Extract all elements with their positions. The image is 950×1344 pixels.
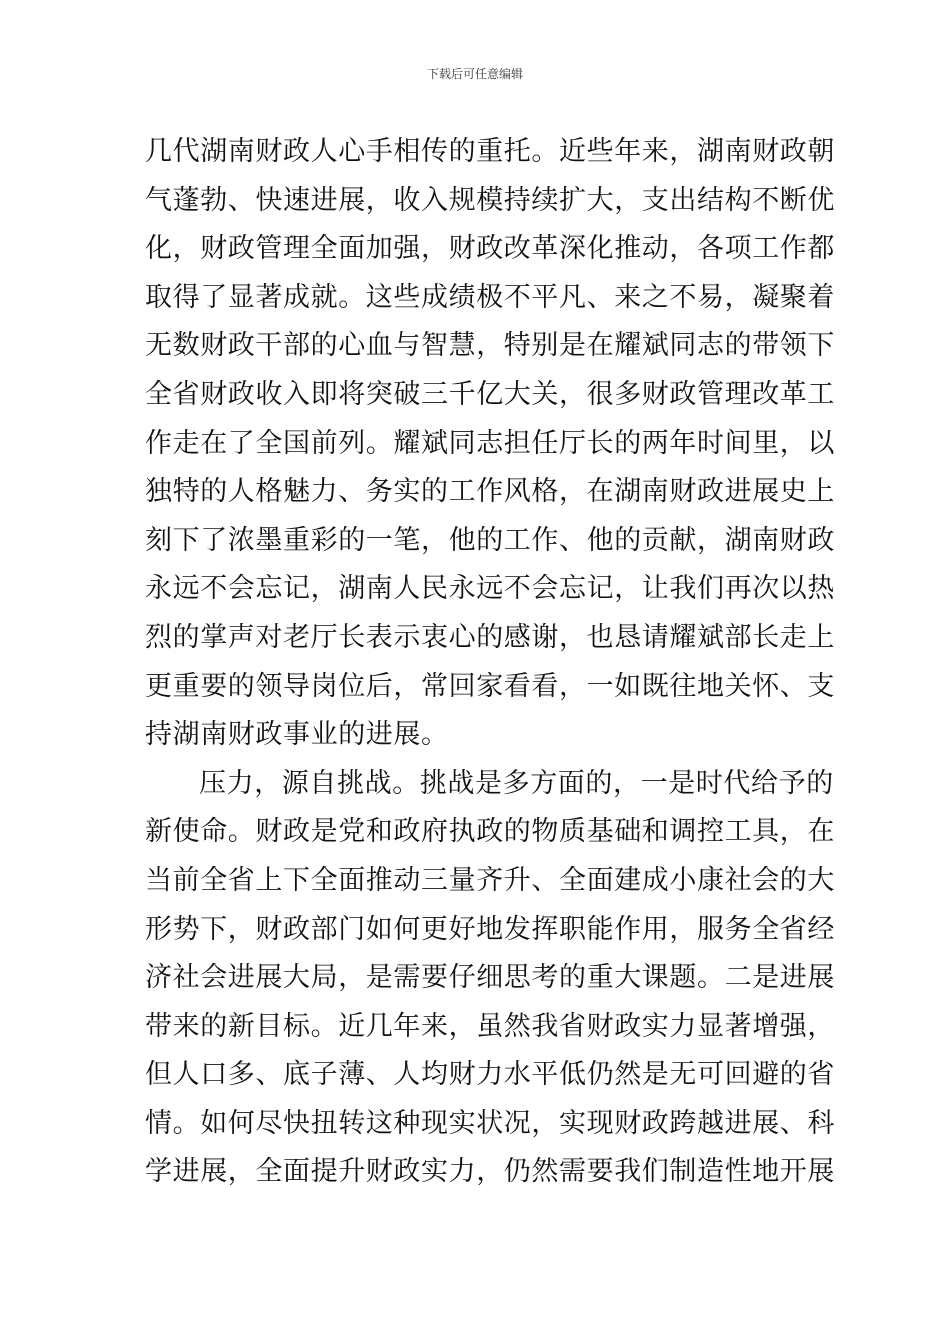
text-line: 持湖南财政事业的进展。: [145, 719, 449, 751]
text-line: 情。如何尽快扭转这种现实状况，实现财政跨越进展、科: [145, 1107, 835, 1139]
text-line: 气蓬勃、快速进展，收入规模持续扩大，支出结构不断优: [145, 184, 835, 216]
header-note: 下载后可任意编辑: [426, 67, 523, 81]
text-line: 全省财政收入即将突破三千亿大关，很多财政管理改革工: [145, 378, 835, 410]
text-line: 更重要的领导岗位后，常回家看看，一如既往地关怀、支: [145, 670, 835, 702]
text-line: 形势下，财政部门如何更好地发挥职能作用，服务全省经: [145, 913, 835, 945]
paragraph-start-line: 压力，源自挑战。挑战是多方面的，一是时代给予的: [199, 767, 834, 799]
text-line: 但人口多、底子薄、人均财力水平低仍然是无可回避的省: [145, 1059, 835, 1091]
text-line: 当前全省上下全面推动三量齐升、全面建成小康社会的大: [145, 864, 835, 896]
text-line: 新使命。财政是党和政府执政的物质基础和调控工具，在: [145, 816, 835, 848]
text-line: 带来的新目标。近几年来，虽然我省财政实力显著增强，: [145, 1010, 835, 1042]
text-line: 化，财政管理全面加强，财政改革深化推动，各项工作都: [145, 233, 835, 265]
text-line: 独特的人格魅力、务实的工作风格，在湖南财政进展史上: [145, 476, 835, 508]
text-line: 取得了显著成就。这些成绩极不平凡、来之不易，凝聚着: [145, 281, 835, 313]
text-line: 永远不会忘记，湖南人民永远不会忘记，让我们再次以热: [145, 573, 835, 605]
text-line: 作走在了全国前列。耀斌同志担任厅长的两年时间里，以: [145, 427, 835, 459]
document-body: [145, 128, 835, 1197]
text-line: 几代湖南财政人心手相传的重托。近些年来，湖南财政朝: [145, 136, 835, 167]
text-line: 刻下了浓墨重彩的一笔，他的工作、他的贡献，湖南财政: [145, 524, 835, 556]
text-line: 学进展，全面提升财政实力，仍然需要我们制造性地开展: [145, 1156, 835, 1188]
text-line: 无数财政干部的心血与智慧，特别是在耀斌同志的带领下: [145, 330, 835, 362]
text-line: 烈的掌声对老厅长表示衷心的感谢，也恳请耀斌部长走上: [145, 621, 835, 653]
text-line: 济社会进展大局，是需要仔细思考的重大课题。二是进展: [145, 962, 835, 994]
